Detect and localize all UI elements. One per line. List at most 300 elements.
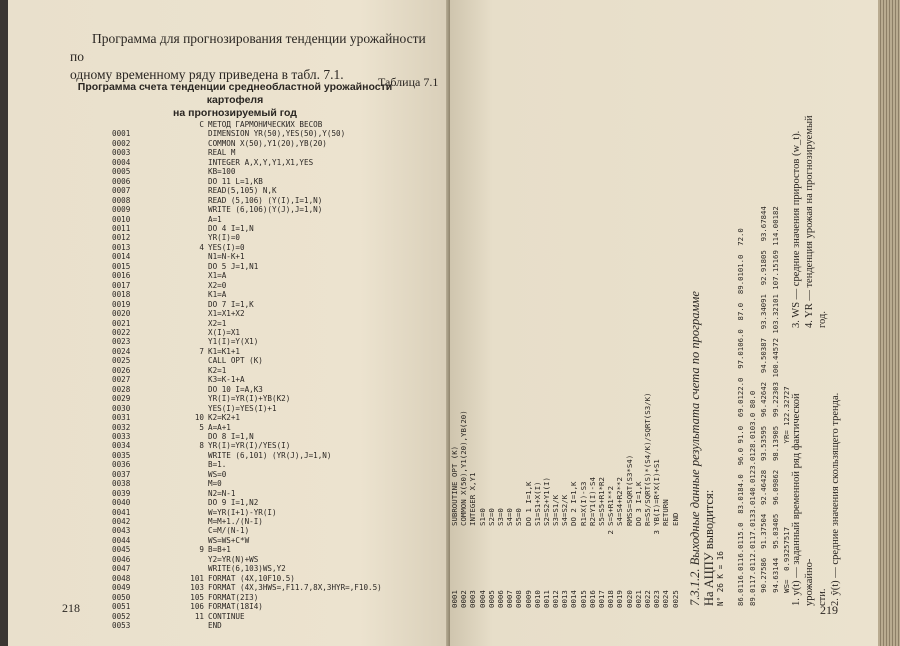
code-text: Y1(I)=Y(X1) [208,337,259,347]
code-text: S4=S2/K [560,494,570,526]
code-text: DO 5 J=1,N1 [208,261,259,271]
statement-label [176,281,208,290]
line-number: 0007 [505,590,515,608]
code-text: RMSS=SQRT(S3*S4) [624,454,634,526]
line-number: 0029 [112,394,131,404]
statement-label [176,356,208,365]
statement-label [176,555,208,564]
line-number: 0033 [112,431,131,441]
statement-label [661,526,670,548]
line-number: 0050 [112,592,131,602]
code-text: B=1. [208,460,227,470]
code-line [112,593,418,602]
statement-label [176,517,208,526]
code-text: YR(I)=YR(I)+YB(K2) [208,394,291,404]
line-number: 0017 [597,590,606,608]
code-text: DO 10 I=A,K3 [208,384,263,394]
statement-label [176,394,208,403]
code-text: COMMON X(50),Y1(20),YB(20) [208,138,327,148]
output-line: 94.63144 95.03405 96.09862 98.13905 99.22303 100.44572 103.32101 107.15169 114.00182 [770,206,780,606]
statement-label [176,404,208,413]
line-number: 0016 [587,590,597,608]
code-line [112,347,418,356]
line-number: 0019 [112,299,131,309]
statement-label [176,167,208,176]
code-line [487,316,496,608]
code-text: X(I)=X1 [208,327,241,337]
code-line [551,316,560,608]
code-line [615,316,624,608]
line-number: 0002 [459,590,469,608]
line-number: 0049 [112,583,131,593]
line-number: 0011 [112,223,131,233]
line-number: 0006 [112,176,131,186]
line-number: 0015 [578,590,588,608]
line-number: 0051 [112,602,131,612]
code-line [112,460,418,469]
code-line [112,337,418,346]
line-number: 0020 [624,590,634,608]
statement-label [176,215,208,224]
page-number-left: 218 [62,601,80,615]
code-line [112,470,418,479]
line-number: 0035 [112,450,131,460]
statement-label [588,526,597,548]
statement-label: 10 [194,413,204,423]
line-number: 0001 [450,590,459,608]
line-number: 0013 [112,242,131,252]
code-text: DO 2 I=1,K [569,481,579,526]
output-line: WS= 0.93257517 YR= 122.32727 [782,386,792,606]
line-number: 0018 [112,290,131,300]
output-line: 90.27586 91.37504 92.46428 93.53595 96.42642 94.50387 93.34091 92.91805 93.67844 [759,206,769,606]
statement-label [551,526,560,548]
statement-label [496,526,505,548]
code-line [112,281,418,290]
statement-label [176,129,208,138]
code-line [112,205,418,214]
line-number: 0007 [112,186,131,196]
main-program-listing [112,120,418,630]
code-text: X1=A [208,271,227,281]
code-line [112,508,418,517]
code-line [459,316,468,608]
statement-label [176,489,208,498]
code-text: WRITE (6,101) (YR(J),J=1,N) [208,450,332,460]
code-line [569,316,578,608]
statement-label [176,498,208,507]
code-line [112,139,418,148]
code-line [112,612,418,621]
code-text: YR(I)=YR(I)/YES(I) [208,441,291,451]
line-number: 0024 [661,590,671,608]
code-line [588,316,597,608]
table-label: Таблица 7.1 [378,75,439,89]
code-line [112,309,418,318]
code-line [112,243,418,252]
statement-label [176,319,208,328]
code-text: DO 9 I=1,N2 [208,498,259,508]
line-number: 0044 [112,535,131,545]
statement-label: 8 [199,441,204,451]
line-number: 0022 [112,327,131,337]
page-edges [878,0,900,646]
line-number: 0009 [112,205,131,215]
code-text: M=0 [208,479,222,489]
line-number: 0014 [112,252,131,262]
note-1: 1. y(t) — заданный временной ряд фактической урожайно- [791,393,815,606]
code-text: FORMAT (4X,3HWS=,F11.7,8X,3HYR=,F10.5) [208,583,382,593]
code-line [542,316,551,608]
code-text: K2=1 [208,365,227,375]
code-text: S4=0 [505,508,515,526]
line-number: 0008 [514,590,524,608]
code-line [579,316,588,608]
table-title-line-2: на прогнозируемый год [173,107,297,119]
code-text: S2=S2+Y1(I) [541,477,551,526]
statement-label [176,196,208,205]
line-number: 0027 [112,375,131,385]
statement-label: 4 [199,242,204,252]
code-text: READ (5,106) (Y(I),I=1,N) [208,195,323,205]
statement-label: 9 [199,545,204,555]
code-line [112,545,418,554]
line-number: 0015 [112,261,131,271]
code-line [112,186,418,195]
code-text: M=M+1./(N-I) [208,517,263,527]
line-number: 0040 [112,498,131,508]
statement-label [579,526,588,548]
statement-label: C [199,120,204,129]
line-number: 0053 [112,621,131,631]
section-subheading: На АЦПУ выводится: [702,489,716,606]
code-line [112,196,418,205]
statement-label [176,460,208,469]
line-number: 0003 [468,590,478,608]
statement-label [176,508,208,517]
line-number: 0023 [652,590,662,608]
statement-label [643,526,652,548]
code-text: S5=S5+R1*R2 [597,477,606,526]
code-text: R=S5/SQRT(S)*(S4/K)/SQRT(S3/K) [642,392,652,526]
statement-label [176,205,208,214]
code-text: K1=K1+1 [208,346,241,356]
statement-label [671,526,680,548]
code-line [112,574,418,583]
statement-label [533,526,542,548]
table-title [60,81,410,120]
page-number-right: 219 [820,603,838,617]
statement-label [176,148,208,157]
line-number: 0052 [112,611,131,621]
statement-label [505,526,514,548]
code-text: WS=0 [208,469,227,479]
code-line [597,316,606,608]
code-text: S4=S4+R2**2 [615,477,625,526]
line-number: 0001 [112,129,131,139]
code-text: WRITE(6,103)WS,Y2 [208,564,286,574]
statement-label [176,479,208,488]
statement-label [176,158,208,167]
statement-label: 11 [194,611,204,621]
code-line [112,262,418,271]
code-line [112,252,418,261]
code-line [112,158,418,167]
code-text: DO 11 L=1,KB [208,176,263,186]
code-text: FORMAT (4X,10F10.5) [208,573,295,583]
code-text: K3=K-1+A [208,375,245,385]
code-line [468,316,477,608]
code-text: X2=0 [208,280,227,290]
code-line [112,413,418,422]
statement-label [176,262,208,271]
code-line [112,498,418,507]
statement-label [524,526,533,548]
code-line [112,621,418,630]
statement-label [176,186,208,195]
line-number: 0046 [112,554,131,564]
line-number: 0012 [112,233,131,243]
code-text: K2=K2+1 [208,413,241,423]
line-number: 0048 [112,573,131,583]
code-text: KB=100 [208,167,236,177]
intro-line-2: одному временному ряду приведена в табл. 7.1. [70,67,344,82]
code-line [112,356,418,365]
statement-label [176,309,208,318]
code-text: МЕТОД ГАРМОНИЧЕСКИХ ВЕСОВ [208,120,323,129]
statement-label [176,451,208,460]
statement-label [176,564,208,573]
code-text: S3=0 [495,508,505,526]
code-line [112,129,418,138]
line-number: 0043 [112,526,131,536]
rotated-content [450,98,841,618]
statement-label [468,526,477,548]
statement-label [176,139,208,148]
code-line [112,375,418,384]
line-number: 0031 [112,413,131,423]
line-number: 0014 [569,590,579,608]
line-number: 0025 [670,590,680,608]
line-number: 0037 [112,469,131,479]
line-number: 0030 [112,403,131,413]
code-line [450,316,459,608]
code-line [112,555,418,564]
line-number: 0009 [523,590,533,608]
code-line [496,316,505,608]
code-text: C=M/(N-1) [208,526,250,536]
code-text: YES(I)=YES(I)+1 [208,403,277,413]
line-number: 0024 [112,346,131,356]
line-number: 0045 [112,545,131,555]
code-line [112,441,418,450]
line-number: 0022 [642,590,652,608]
line-number: 0008 [112,195,131,205]
code-text: DO 7 I=1,K [208,299,254,309]
code-line [112,536,418,545]
code-line [112,167,418,176]
code-line [112,290,418,299]
statement-label: 106 [190,602,204,612]
statement-label [176,526,208,535]
code-line [112,451,418,460]
line-number: 0038 [112,479,131,489]
line-number: 0003 [112,148,131,158]
subroutine-listing [450,316,680,608]
statement-label [560,526,569,548]
line-number: 0013 [560,590,570,608]
code-text: S1=0 [477,508,487,526]
code-line [112,385,418,394]
code-text: S1=S1+X(I) [532,481,542,526]
code-text: B=B+1 [208,545,231,555]
line-number: 0047 [112,564,131,574]
intro-line-1: Программа для прогнозирования тенденции урожайности по [70,31,426,64]
line-number: 0012 [551,590,561,608]
code-text: S=S+R1**2 [606,485,616,526]
code-text: YB(I)=R*X(I)+S1 [652,459,662,526]
code-text: S3=S1/K [551,494,561,526]
line-number: 0010 [112,214,131,224]
code-line [112,300,418,309]
code-text: FORMAT(18I4) [208,602,263,612]
notes-right [790,98,829,328]
code-text: S5=0 [514,508,524,526]
statement-label [615,526,624,548]
code-line [112,404,418,413]
code-line [112,319,418,328]
code-line [112,423,418,432]
section-heading: 7.3.1.2. Выходные данные результата счета по программе [688,291,702,606]
code-line [560,316,569,608]
code-text: COMMON X(50),Y1(20),YB(20) [459,410,469,526]
statement-label: 5 [199,422,204,432]
program-output [735,206,793,606]
code-line [112,148,418,157]
statement-label [459,526,468,548]
line-number [112,120,176,129]
statement-label [176,271,208,280]
code-text: DO 3 I=1,K [633,481,643,526]
note-2: 2. ŷ(t) — средние значения скользящего тренда. [830,392,841,606]
code-text: R1=X(I)-S3 [578,481,588,526]
statement-label: 101 [190,573,204,583]
code-line [112,366,418,375]
line-number: 0041 [112,507,131,517]
line-number: 0011 [541,590,551,608]
statement-label: 105 [190,592,204,602]
statement-label [176,385,208,394]
code-text: INTEGER X,Y1 [468,472,478,526]
code-text: DO 8 I=1,N [208,431,254,441]
output-line: 89.0117.0112.0117.0133.0140.0123.0128.0103.0 80.0 [747,390,757,606]
code-text: DO 4 I=1,N [208,223,254,233]
code-line [112,479,418,488]
code-text: READ(5,105) N,K [208,186,277,196]
note-1-cont: сти. [817,588,828,606]
code-text: K1=A [208,290,227,300]
code-line [652,316,661,608]
code-line [112,328,418,337]
code-text: RETURN [661,499,671,526]
statement-label [625,526,634,548]
code-text: END [670,512,680,526]
code-text: END [208,621,222,631]
line-number: 0028 [112,384,131,394]
line-number: 0019 [615,590,625,608]
line-number: 0025 [112,356,131,366]
code-line [643,316,652,608]
line-number: 0006 [495,590,505,608]
code-line [112,526,418,535]
line-number: 0020 [112,309,131,319]
line-number: 0005 [486,590,496,608]
code-text: CALL OPT (K) [208,356,263,366]
code-line [112,215,418,224]
line-number: 0034 [112,441,131,451]
line-number: 0010 [532,590,542,608]
code-text: WS=WS+C*W [208,535,250,545]
code-text: R2=Y1(I)-S4 [587,477,597,526]
statement-label [176,536,208,545]
code-text: REAL M [208,148,236,158]
statement-label [634,526,643,548]
code-line [112,602,418,611]
line-number: 0004 [477,590,487,608]
statement-label [176,233,208,242]
code-text: Y2=YR(N)+WS [208,554,259,564]
code-text: SUBROUTINE OPT (K) [450,445,459,526]
code-text: INTEGER A,X,Y,Y1,X1,YES [208,157,314,167]
code-line [505,316,514,608]
statement-label [176,300,208,309]
statement-label: 2 [606,530,616,535]
code-line [112,224,418,233]
code-text: N1=N-K+1 [208,252,245,262]
code-text: N2=N-1 [208,488,236,498]
line-number: 0042 [112,517,131,527]
output-line: 86.0116.0116.0115.0 83.0184.0 96.0 91.0 69.0122.0 97.0106.0 87.0 89.0101.0 72.0 [736,228,745,606]
line-number: 0036 [112,460,131,470]
line-number: 0039 [112,488,131,498]
statement-label [176,366,208,375]
line-number: 0026 [112,365,131,375]
code-line [112,583,418,592]
statement-label [478,526,487,548]
code-text: CONTINUE [208,611,245,621]
line-number: 0021 [112,318,131,328]
code-line [112,432,418,441]
statement-label [176,432,208,441]
code-text: WRITE (6,106)(Y(J),J=1,N) [208,205,323,215]
line-number: 0016 [112,271,131,281]
line-number: 0023 [112,337,131,347]
code-line [625,316,634,608]
statement-label [176,337,208,346]
statement-label [176,621,208,630]
statement-label: 103 [190,583,204,593]
statement-label [487,526,496,548]
statement-label [597,526,606,548]
statement-label [514,526,523,548]
statement-label [450,526,459,548]
line-number: 0018 [606,590,616,608]
line-number: 0021 [633,590,643,608]
statement-label [176,470,208,479]
line-number: 0004 [112,157,131,167]
code-text: YR(I)=0 [208,233,241,243]
statement-label [176,224,208,233]
